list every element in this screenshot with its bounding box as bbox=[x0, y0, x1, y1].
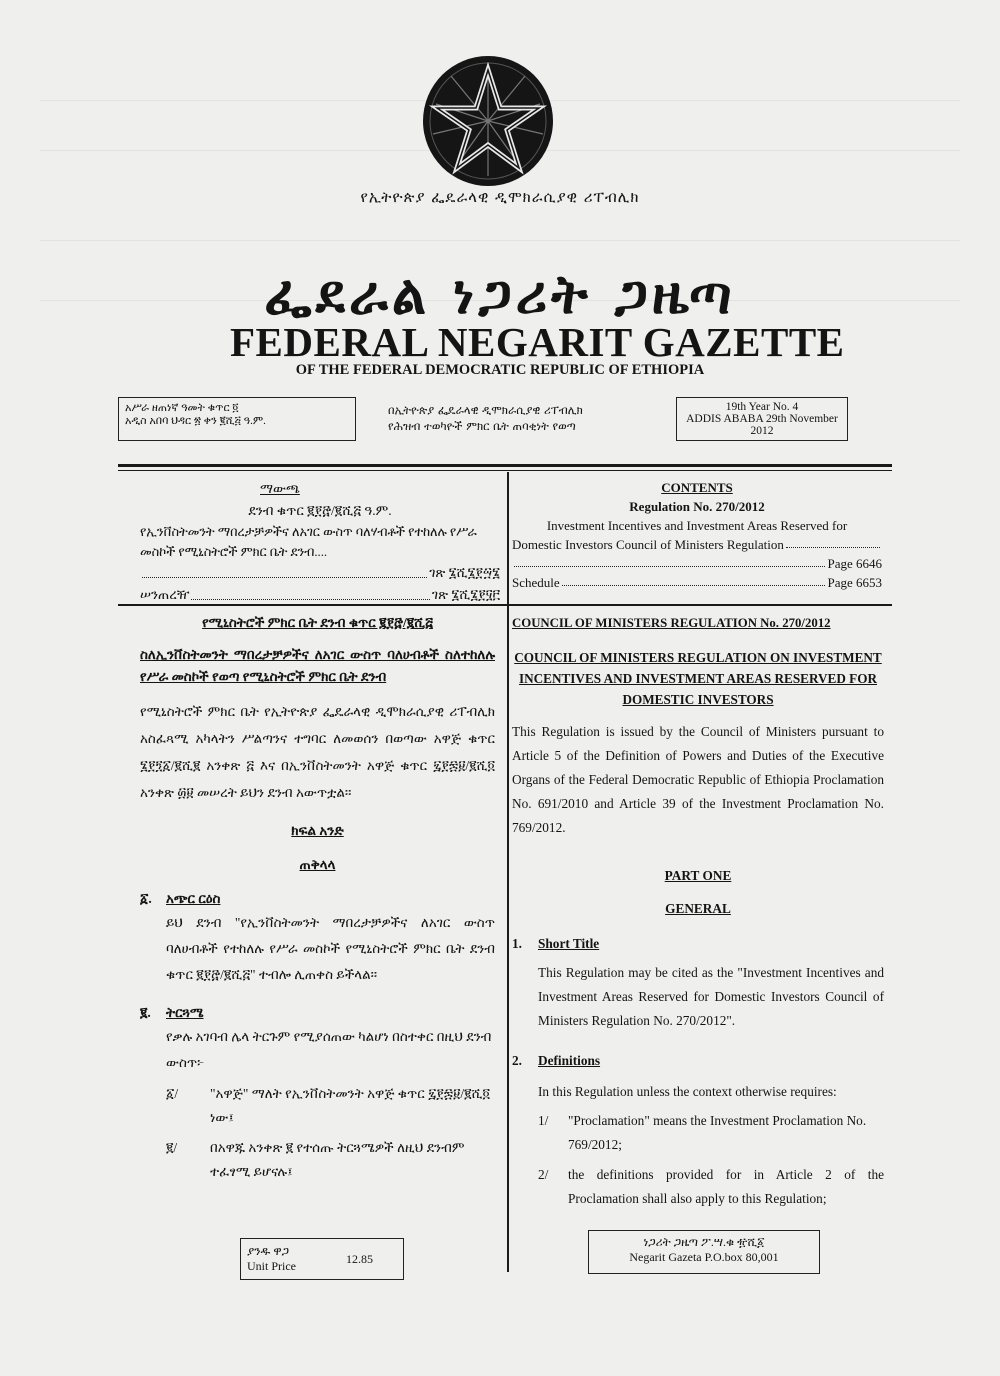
amharic-section-1-title: አጭር ርዕስ bbox=[166, 891, 221, 906]
amharic-definition-2-number: ፪/ bbox=[166, 1140, 178, 1155]
publisher-note bbox=[388, 402, 583, 434]
english-section-1-text: This Regulation may be cited as the "Investment Incentives and Investment Areas Reserved for Domestic Investors Council of Ministers Regulation No. 270/2012". bbox=[538, 965, 884, 1028]
amharic-contents-page: ገጽ ፮ሺ፮፻፵፮ bbox=[429, 565, 500, 580]
amharic-definition-1-text: "አዋጅ" ማለት የኢንቨስትመንት አዋጅ ቁጥር ፯፻፷፱/፪ሺ፬ ነው፤ bbox=[210, 1086, 490, 1125]
english-contents-page-line bbox=[512, 554, 882, 573]
publisher-line: በኢትዮጵያ ፌዴራላዊ ዲሞክራሲያዊ ሪፐብሊክ bbox=[388, 403, 583, 417]
english-section-1-heading bbox=[512, 932, 884, 955]
english-general: GENERAL bbox=[665, 901, 731, 916]
issue-date: ADDIS ABABA 29th November 2012 bbox=[686, 413, 838, 437]
amharic-definition-1-number: ፩/ bbox=[166, 1086, 179, 1101]
unit-price-label-amharic: ያንዱ ዋጋ bbox=[247, 1244, 289, 1258]
english-body bbox=[512, 612, 884, 1211]
english-contents bbox=[512, 478, 882, 592]
english-contents-page: Page 6646 bbox=[827, 556, 882, 571]
amharic-issue-box bbox=[118, 397, 356, 441]
english-schedule-label: Schedule bbox=[512, 575, 560, 590]
amharic-gazette-title: ፌደራል ነጋሪት ጋዜጣ bbox=[264, 262, 736, 326]
english-contents-heading: CONTENTS bbox=[661, 480, 733, 495]
bleed-line bbox=[40, 240, 960, 241]
english-definition-1-text: "Proclamation" means the Investment Proclamation No. 769/2012; bbox=[568, 1113, 867, 1152]
column-divider bbox=[507, 472, 509, 1272]
amharic-issue-date: አዲስ አበባ ህዳር ፳ ቀን ፪ሺ፭ ዓ.ም. bbox=[125, 415, 266, 427]
amharic-schedule-label: ሠንጠረዥ bbox=[140, 587, 190, 602]
english-section-2-number: 2. bbox=[512, 1053, 522, 1068]
english-definition-1 bbox=[538, 1109, 884, 1157]
amharic-section-1-text: ይህ ደንብ "የኢንቨስትመንት ማበረታቻዎችና ለአገር ውስጥ ባለሀብቶች የተከለሉ የሥራ መስኮች የሚኒስትሮች ምክር ቤት ደንብ ቁጥር ፪፻፸/፪ሺ፭" ተብሎ ሊጠቀስ ይችላል፡፡ bbox=[166, 915, 495, 982]
amharic-definition-2-text: በአዋጁ አንቀጽ ፪ የተሰጡ ትርጓሜዎች ለዚህ ደንብም ተፈፃሚ ይሆናሉ፤ bbox=[210, 1140, 465, 1179]
english-section-1-number: 1. bbox=[512, 936, 522, 951]
english-issue-box bbox=[676, 397, 848, 441]
amharic-regulation-title: ስለኢንቨስትመንት ማበረታቻዎችና ለአገር ውስጥ ባለሀብቶች ስለተከለሉ የሥራ መስኮች የወጣ የሚኒስትሮች ምክር ቤት ደንብ bbox=[140, 647, 495, 684]
amharic-preamble: የሚኒስትሮች ምክር ቤት የኢትዮጵያ ፌዴራላዊ ዲሞክራሲያዊ ሪፐብሊክ አስፈጻሚ አካላትን ሥልጣንና ተግባር ለመወሰን በወጣው አዋጅ ቁጥር ፮፻፺፩/፪ሺ፪ አንቀጽ ፭ እና በኢንቨስትመንት አዋጅ ቁጥር ፯፻፷፱/፪ሺ፬ አንቀጽ ፴፱ መሠረት ይህን ደንብ አውጥቷል፡፡ bbox=[140, 704, 495, 800]
amharic-section-2-intro: የቃሉ አገባብ ሌላ ትርጉም የሚያሰጠው ካልሆነ በስተቀር በዚህ ደንብ ውስጥ፦ bbox=[166, 1029, 492, 1070]
council-regulation-header: COUNCIL OF MINISTERS REGULATION No. 270/2012 bbox=[512, 616, 831, 630]
amharic-contents-page-line bbox=[140, 562, 500, 584]
amharic-contents bbox=[140, 478, 500, 606]
amharic-part-one: ክፍል አንድ bbox=[291, 823, 344, 838]
english-section-1-title: Short Title bbox=[538, 936, 600, 951]
publisher-line: የሕዝብ ተወካዮች ምክር ቤት ጠባቂነት የወጣ bbox=[388, 419, 576, 433]
unit-price-box bbox=[240, 1238, 404, 1280]
header-rule bbox=[118, 470, 892, 471]
unit-price-value: 12.85 bbox=[346, 1251, 373, 1266]
amharic-general: ጠቅላላ bbox=[299, 857, 336, 872]
po-box bbox=[588, 1230, 820, 1274]
unit-price-label: Unit Price bbox=[247, 1259, 296, 1273]
english-definition-2-number: 2/ bbox=[538, 1167, 549, 1182]
english-contents-description-2: Domestic Investors Council of Ministers Regulation bbox=[512, 537, 784, 552]
amharic-definition-1 bbox=[166, 1082, 495, 1130]
amharic-republic-name: የኢትዮጵያ ፌዴራላዊ ዲሞክራሲያዊ ሪፐብሊክ bbox=[360, 188, 640, 206]
english-preamble: This Regulation is issued by the Council of Ministers pursuant to Article 5 of the Definition of Powers and Duties of the Executive Organs of the Federal Democratic Republic of Ethiopia Proclamation No. 691/2010 and Article 39 of the Investment Proclamation No. 769/2012. bbox=[512, 724, 884, 835]
amharic-schedule-line bbox=[140, 584, 500, 606]
amharic-contents-heading: ማውጫ bbox=[260, 481, 300, 496]
english-schedule-page: Page 6653 bbox=[827, 575, 882, 590]
contents-rule bbox=[118, 604, 892, 606]
amharic-contents-description: የኢንቨስትመንት ማበረታቻዎችና ለአገር ውስጥ ባለሃብቶች የተከለሉ የሥራ መስኮች የሚኒስትሮች ምክር ቤት ደንብ.... bbox=[140, 525, 477, 559]
english-regulation-title: COUNCIL OF MINISTERS REGULATION ON INVESTMENT INCENTIVES AND INVESTMENT AREAS RESERVED FOR DOMESTIC INVESTORS bbox=[514, 650, 882, 707]
english-gazette-subtitle: OF THE FEDERAL DEMOCRATIC REPUBLIC OF ETHIOPIA bbox=[295, 362, 705, 378]
english-section-2-intro: In this Regulation unless the context otherwise requires: bbox=[538, 1084, 837, 1099]
amharic-section-1-heading bbox=[140, 888, 495, 910]
english-definition-2 bbox=[538, 1163, 884, 1211]
amharic-section-2-title: ትርጓሜ bbox=[166, 1005, 204, 1020]
english-contents-description-line bbox=[512, 535, 882, 554]
amharic-body bbox=[140, 612, 495, 1184]
english-part-one: PART ONE bbox=[664, 868, 732, 883]
english-definition-2-text: the definitions provided for in Article 2 of the Proclamation shall also apply to this Regulation; bbox=[568, 1167, 884, 1206]
amharic-regulation-number: የሚኒስትሮች ምክር ቤት ደንብ ቁጥር ፪፻፸/፪ሺ፭ bbox=[202, 615, 433, 630]
header-rule bbox=[118, 464, 892, 467]
english-gazette-title: FEDERAL NEGARIT GAZETTE bbox=[230, 319, 845, 365]
po-box-english: Negarit Gazeta P.O.box 80,001 bbox=[629, 1250, 779, 1264]
year-number: 19th Year No. 4 bbox=[725, 401, 799, 413]
english-definition-1-number: 1/ bbox=[538, 1113, 549, 1128]
english-section-2-heading bbox=[512, 1049, 884, 1072]
po-box-amharic: ነጋሪት ጋዜጣ ፖ.ሣ.ቁ ፹ሺ፩ bbox=[643, 1235, 765, 1249]
amharic-section-1-number: ፩. bbox=[140, 891, 152, 906]
amharic-contents-regulation: ደንብ ቁጥር ፪፻፸/፪ሺ፭ ዓ.ም. bbox=[248, 503, 392, 518]
english-section-2-title: Definitions bbox=[538, 1053, 601, 1068]
ethiopian-emblem-star-icon bbox=[423, 56, 553, 186]
english-contents-regulation: Regulation No. 270/2012 bbox=[629, 499, 765, 514]
english-contents-description-1: Investment Incentives and Investment Areas Reserved for bbox=[546, 518, 848, 533]
amharic-definition-2 bbox=[166, 1136, 495, 1184]
english-schedule-line bbox=[512, 573, 882, 592]
amharic-section-2-number: ፪. bbox=[140, 1005, 151, 1020]
amharic-issue-number: አሥራ ዘጠነኛ ዓመት ቁጥር ፬ bbox=[125, 402, 239, 414]
amharic-schedule-page: ገጽ ፮ሺ፮፻፶፫ bbox=[431, 587, 500, 602]
amharic-section-2-heading bbox=[140, 1002, 495, 1024]
